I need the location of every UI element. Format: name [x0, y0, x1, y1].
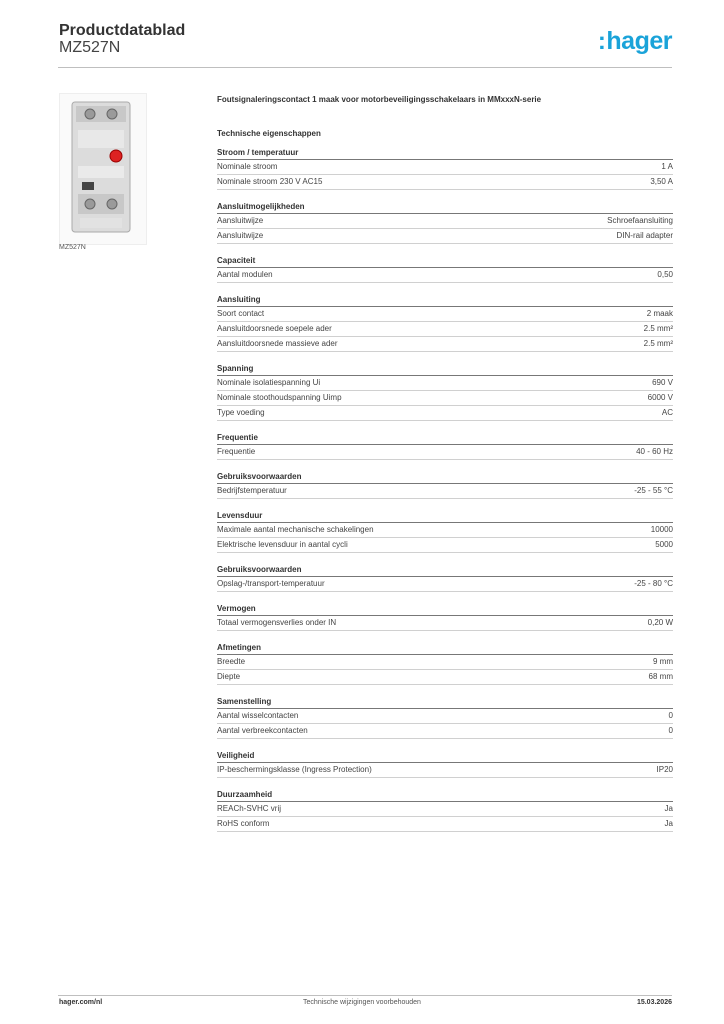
spec-group [217, 751, 673, 778]
spec-label: IP-beschermingsklasse (Ingress Protection) [217, 765, 372, 774]
spec-label: Soort contact [217, 309, 265, 318]
spec-group [217, 511, 673, 553]
product-code: MZ527N [59, 39, 121, 56]
spec-label: Totaal vermogensverlies onder IN [217, 618, 337, 627]
spec-label: Elektrische levensduur in aantal cycli [217, 540, 348, 549]
spec-label: REACh-SVHC vrij [217, 804, 282, 813]
spec-value: 0,50 [657, 270, 673, 279]
spec-group-title: Afmetingen [217, 643, 673, 655]
spec-row [217, 709, 673, 724]
spec-group-title: Spanning [217, 364, 673, 376]
spec-value: 2.5 mm² [643, 339, 673, 348]
spec-label: RoHS conform [217, 819, 270, 828]
spec-group-title: Levensduur [217, 511, 673, 523]
spec-value: 0 [668, 726, 673, 735]
spec-group-title: Gebruiksvoorwaarden [217, 565, 673, 577]
spec-group-title: Capaciteit [217, 256, 673, 268]
spec-group [217, 202, 673, 244]
spec-value: Schroefaansluiting [607, 216, 673, 225]
spec-row [217, 538, 673, 553]
footer-website-link[interactable]: hager.com/nl [59, 999, 103, 1006]
image-caption: MZ527N [59, 244, 86, 251]
spec-label: Aansluitwijze [217, 231, 264, 240]
spec-row [217, 307, 673, 322]
spec-group-title: Stroom / temperatuur [217, 148, 673, 160]
spec-group [217, 148, 673, 190]
spec-group [217, 433, 673, 460]
spec-value: AC [661, 408, 673, 417]
spec-row [217, 763, 673, 778]
spec-row [217, 268, 673, 283]
spec-value: Ja [664, 804, 673, 813]
spec-group-title: Gebruiksvoorwaarden [217, 472, 673, 484]
spec-group-title: Aansluitmogelijkheden [217, 202, 673, 214]
footer-disclaimer: Technische wijzigingen voorbehouden [303, 999, 421, 1006]
spec-row [217, 724, 673, 739]
page-title: Productdatablad [59, 22, 186, 39]
spec-value: 10000 [650, 525, 673, 534]
spec-value: 5000 [655, 540, 673, 549]
spec-row [217, 577, 673, 592]
footer-divider [58, 995, 672, 996]
spec-label: Type voeding [217, 408, 265, 417]
spec-value: 2 maak [646, 309, 673, 318]
spec-value: -25 - 55 °C [634, 486, 673, 495]
spec-value: 690 V [652, 378, 673, 387]
spec-row [217, 322, 673, 337]
spec-group [217, 790, 673, 832]
spec-value: 1 A [661, 162, 673, 171]
spec-group-title: Samenstelling [217, 697, 673, 709]
spec-groups [217, 148, 673, 832]
spec-row [217, 616, 673, 631]
spec-row [217, 445, 673, 460]
product-description: Foutsignaleringscontact 1 maak voor motorbeveiligingsschakelaars in MMxxxN-serie [217, 95, 542, 104]
section-heading: Technische eigenschappen [217, 129, 321, 138]
spec-row [217, 670, 673, 685]
header-divider [58, 67, 672, 68]
spec-label: Opslag-/transport-temperatuur [217, 579, 325, 588]
spec-label: Nominale isolatiespanning Ui [217, 378, 321, 387]
spec-group [217, 565, 673, 592]
spec-row [217, 337, 673, 352]
logo-text: hager [606, 27, 672, 55]
spec-group-title: Duurzaamheid [217, 790, 673, 802]
spec-label: Nominale stroom 230 V AC15 [217, 177, 323, 186]
spec-label: Breedte [217, 657, 246, 666]
spec-row [217, 160, 673, 175]
spec-group [217, 364, 673, 421]
spec-label: Aantal wisselcontacten [217, 711, 299, 720]
spec-value: 3,50 A [650, 177, 673, 186]
product-image [59, 93, 147, 245]
spec-row [217, 175, 673, 190]
spec-row [217, 817, 673, 832]
spec-value: DIN-rail adapter [616, 231, 673, 240]
spec-row [217, 655, 673, 670]
spec-group [217, 643, 673, 685]
logo-dots-icon: : [597, 28, 606, 55]
spec-value: 6000 V [647, 393, 673, 402]
spec-value: 0,20 W [647, 618, 673, 627]
spec-group-title: Frequentie [217, 433, 673, 445]
spec-label: Aansluitdoorsnede soepele ader [217, 324, 332, 333]
spec-group [217, 697, 673, 739]
spec-row [217, 376, 673, 391]
spec-row [217, 484, 673, 499]
spec-label: Aantal verbreekcontacten [217, 726, 308, 735]
spec-row [217, 802, 673, 817]
spec-row [217, 406, 673, 421]
spec-value: 40 - 60 Hz [636, 447, 673, 456]
spec-value: Ja [664, 819, 673, 828]
spec-label: Nominale stoothoudspanning Uimp [217, 393, 342, 402]
spec-row [217, 214, 673, 229]
spec-group [217, 604, 673, 631]
spec-value: 2.5 mm² [643, 324, 673, 333]
spec-group-title: Veiligheid [217, 751, 673, 763]
spec-group [217, 256, 673, 283]
spec-group [217, 295, 673, 352]
spec-label: Aansluitdoorsnede massieve ader [217, 339, 338, 348]
spec-label: Frequentie [217, 447, 256, 456]
hager-logo[interactable] [598, 27, 672, 56]
spec-row [217, 523, 673, 538]
spec-label: Diepte [217, 672, 241, 681]
spec-value: 0 [668, 711, 673, 720]
spec-row [217, 229, 673, 244]
footer-date: 15.03.2026 [636, 999, 672, 1006]
spec-group-title: Vermogen [217, 604, 673, 616]
spec-label: Maximale aantal mechanische schakelingen [217, 525, 374, 534]
spec-row [217, 391, 673, 406]
spec-label: Nominale stroom [217, 162, 278, 171]
spec-value: -25 - 80 °C [634, 579, 673, 588]
spec-label: Aansluitwijze [217, 216, 264, 225]
spec-content [217, 95, 673, 844]
spec-value: IP20 [656, 765, 673, 774]
spec-value: 9 mm [653, 657, 673, 666]
product-illustration [60, 94, 146, 244]
spec-group [217, 472, 673, 499]
spec-label: Bedrijfstemperatuur [217, 486, 287, 495]
spec-value: 68 mm [648, 672, 673, 681]
spec-group-title: Aansluiting [217, 295, 673, 307]
spec-label: Aantal modulen [217, 270, 273, 279]
